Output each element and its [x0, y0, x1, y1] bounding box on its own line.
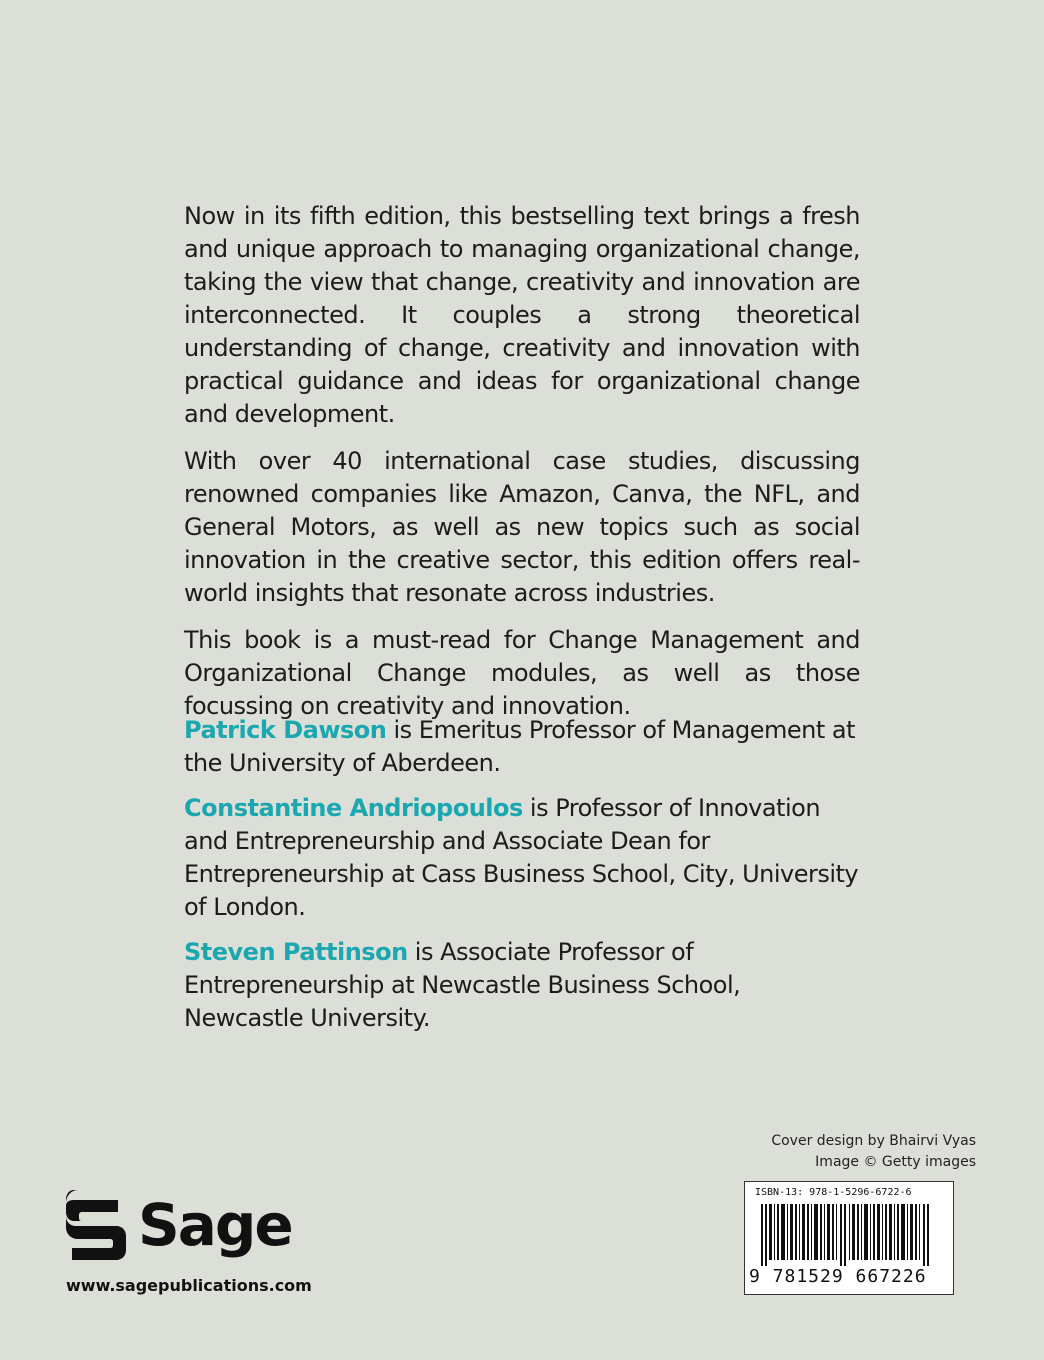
blurb-paragraph-3: This book is a must-read for Change Management and Organizational Change modules, as well as those focussing on creativity and innovation. [184, 626, 860, 720]
author-name: Patrick Dawson [184, 716, 387, 744]
sage-s-icon [66, 1186, 126, 1264]
image-credit: Image © Getty images [815, 1154, 976, 1170]
isbn-barcode [744, 1181, 954, 1295]
barcode-digits: 9 781529 667226 [749, 1266, 949, 1287]
author-bio [184, 936, 860, 1035]
isbn-label: ISBN-13: 978-1-5296-6722-6 [755, 1187, 912, 1198]
author-description: is Professor of Innovation and Entrepreneurship and Associate Dean for Entrepreneurship at Cass Business School, City, University of London. [184, 794, 859, 921]
author-bio [184, 714, 860, 780]
author-description: is Associate Professor of Entrepreneurship at Newcastle Business School, Newcastle University. [184, 938, 741, 1032]
publisher-name: Sage [138, 1191, 292, 1259]
cover-credits [771, 1131, 976, 1173]
blurb-paragraph-2: With over 40 international case studies, discussing renowned companies like Amazon, Canva, the NFL, and General Motors, as well as new topics such as social innovation in the creative sector, this edition offers real-world insights that resonate across industries. [184, 447, 860, 607]
author-bios [184, 714, 860, 1047]
author-name: Constantine Andriopoulos [184, 794, 523, 822]
publisher-website: www.sagepublications.com [66, 1276, 312, 1295]
barcode-icon [753, 1204, 945, 1268]
cover-design-credit: Cover design by Bhairvi Vyas [771, 1133, 976, 1149]
author-bio [184, 792, 860, 924]
publisher-logo [66, 1186, 292, 1264]
blurb-paragraph-1: Now in its fifth edition, this bestselling text brings a fresh and unique approach to managing organizational change, taking the view that change, creativity and innovation are interconnected. It couples a strong theoretical understanding of change, creativity and innovation with practical guidance and ideas for organizational change and development. [184, 202, 860, 428]
author-description: is Emeritus Professor of Management at the University of Aberdeen. [184, 716, 855, 777]
author-name: Steven Pattinson [184, 938, 408, 966]
book-blurb [184, 200, 860, 737]
